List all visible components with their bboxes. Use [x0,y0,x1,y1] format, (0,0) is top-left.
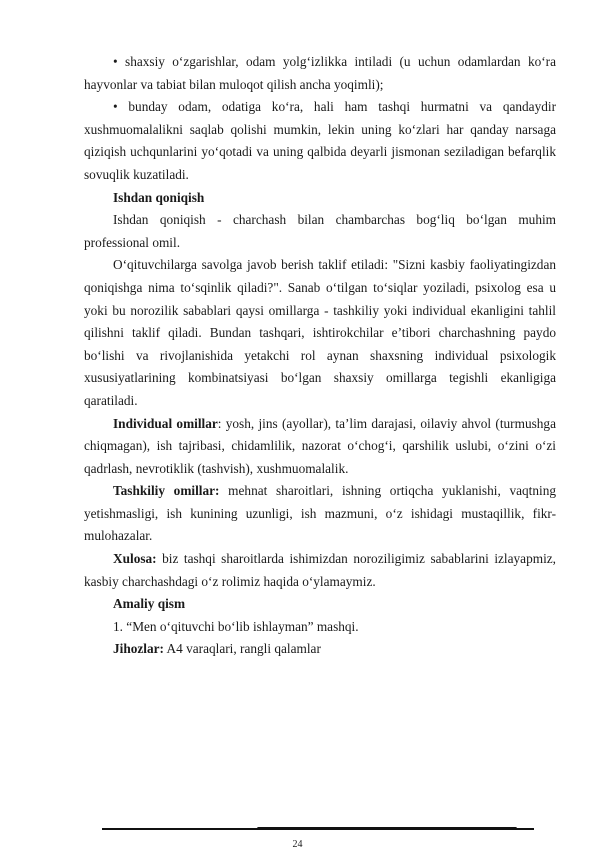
page-number: 24 [292,839,303,850]
text-individual-factors: : yosh, jins (ayollar), ta’lim darajasi, oilaviy ahvol (turmushga chiqmagan), ish tajribasi, chidamlilik, nazorat o‘chog‘i, qarshilik uslubi, o‘zini o‘zi qadrlash, nevrotiklik (tashvish), xushmuomalalik. [84,415,556,476]
page-content [84,51,556,661]
footer-divider [102,828,534,830]
paragraph-organizational-factors [84,480,556,548]
label-equipment: Jihozlar: [113,641,164,657]
paragraph-conclusion [84,548,556,593]
label-individual-factors: Individual omillar [113,415,218,431]
text-equipment: A4 varaqlari, rangli qalamlar [163,641,321,657]
paragraph-individual-factors [84,413,556,481]
paragraph-exercise: 1. “Men o‘qituvchi bo‘lib ishlayman” mashqi. [113,618,359,634]
heading-job-satisfaction: Ishdan qoniqish [113,189,205,205]
paragraph-personal-changes: • shaxsiy o‘zgarishlar, odam yolg‘izlikka intiladi (u uchun odamlardan ko‘ra hayvonlar va tabiat bilan muloqot qilish ancha yoqimli); [84,54,556,92]
text-conclusion: biz tashqi sharoitlarda ishimizdan noroziligimiz sabablarini izlayapmiz, kasbiy charchashdagi o‘z rolimiz haqida o‘ylamaymiz. [84,551,556,589]
heading-practical-part: Amaliy qism [113,596,186,612]
paragraph-equipment [84,638,556,661]
label-organizational-factors: Tashkiliy omillar: [113,483,220,499]
paragraph-job-satisfaction: Ishdan qoniqish - charchash bilan chambarchas bog‘liq bo‘lgan muhim professional omil. [84,212,556,250]
text-organizational-factors: mehnat sharoitlari, ishning ortiqcha yuklanishi, vaqtning yetishmasligi, ish kunining uzunligi, ish mazmuni, o‘z ishidagi mustaqillik, fikr-mulohazalar. [84,483,557,544]
paragraph-teacher-question: O‘qituvchilarga savolga javob berish taklif etiladi: "Sizni kasbiy faoliyatingizdan qoniqishga nima to‘sqinlik qiladi?". Sanab o‘tilgan to‘siqlar yoziladi, psixolog esa u yoki bu norozilik sabablari qaysi omillarga - tashkiliy yoki individual ekanligini tahlil qilishni taklif qiladi. Bundan tashqari, ishtirokchilar e’tibori charchashning paydo bo‘lishi va rivojlanishida yetakchi rol aynan shaxsning individual psixologik xususiyatlarining kombinatsiyasi bo‘lgan shaxsiy omillarga tegishli ekanligiga qaratiladi. [84,257,556,408]
paragraph-indifference: • bunday odam, odatiga ko‘ra, hali ham tashqi hurmatni va qandaydir xushmuomalalikni saqlab qolishi mumkin, lekin uning ko‘zlari har qanday narsaga qiziqish uchqunlarini yo‘qotadi va uning qalbida deyarli jismonan seziladigan befarqlik sovuqlik kuzatiladi. [84,99,556,182]
label-conclusion: Xulosa: [113,551,157,567]
